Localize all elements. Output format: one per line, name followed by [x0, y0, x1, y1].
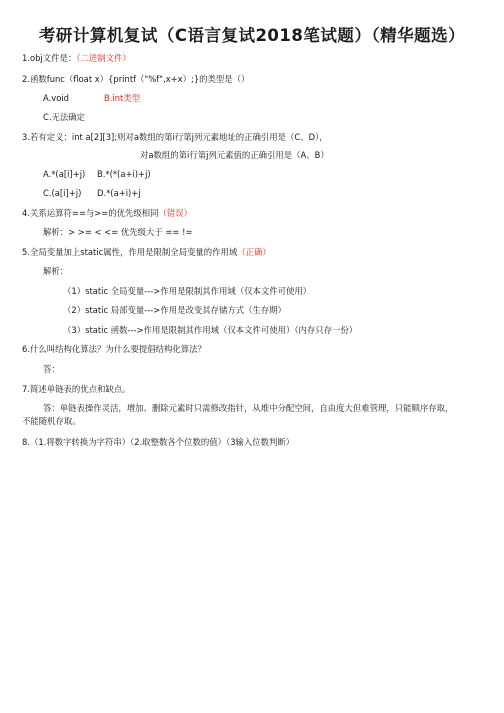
- document-title: 考研计算机复试（C语言复试2018笔试题）（精华题选）: [38, 26, 466, 45]
- question-5-point: （1）static 全局变量--->作用是限制其作用域（仅本文件可使用）: [63, 286, 312, 296]
- question-5: [22, 247, 271, 258]
- question-6-text: 6.什么叫结构化算法？为什么要提倡结构化算法？: [22, 344, 206, 354]
- question-3-option-d: D.*(a+i)+j: [97, 188, 141, 198]
- question-4-answer: （错误）: [158, 208, 193, 218]
- question-5-point: （3）static 函数--->作用是限制其作用域（仅本文件可使用）（内存只存一份）: [63, 325, 358, 335]
- question-3-text: 3.若有定义：int a[2][3];则对a数组的第i行第j列元素地址的正确引用是（C、D），: [22, 132, 328, 142]
- question-2-option-c: C.无法确定: [43, 112, 86, 122]
- question-3-option-a: A.*(a[i]+j): [43, 169, 86, 179]
- question-2-option-b: B.int类型: [104, 93, 141, 103]
- question-5-point: （2）static 局部变量--->作用是改变其存储方式（生存期）: [63, 305, 286, 315]
- question-7-text: 7.简述单链表的优点和缺点。: [22, 384, 131, 394]
- question-2-option-a: A.void: [43, 93, 69, 103]
- question-1: [22, 53, 131, 64]
- question-2-text: 2.函数func（float x）{printf（"%f",x+x）;}的类型是（）: [22, 74, 250, 84]
- question-4-explanation: 解析：> >= < <= 优先级大于 == !=: [43, 227, 193, 237]
- question-3-option-b: B.*(*(a+i)+j): [97, 169, 151, 179]
- question-4-text: 4.关系运算符==与>=的优先级相同: [22, 208, 159, 218]
- question-3-option-c: C.(a[i]+j): [43, 188, 82, 198]
- question-5-explanation-label: 解析：: [43, 266, 69, 276]
- question-1-text: 1.obj文件是：: [22, 53, 77, 63]
- question-6-answer: 答：: [43, 364, 60, 374]
- question-7-answer: 答：单链表操作灵活，增加、删除元素时只需修改指针，从堆中分配空间，自由度大但难管理，只能顺序存取，不能随机存取。: [22, 403, 454, 426]
- question-8-text: 8.（1.将数字转换为字符串）（2.取整数各个位数的值）（3输入位数判断）: [22, 437, 295, 447]
- question-5-text: 5.全局变量加上static属性，作用是限制全局变量的作用域: [22, 247, 238, 257]
- question-5-answer: （正确）: [237, 247, 271, 257]
- question-3-text-2: 对a数组的第i行第j列元素值的正确引用是（A、B）: [140, 150, 329, 160]
- question-1-answer: （二进制文件）: [76, 53, 131, 63]
- question-4: [22, 208, 192, 219]
